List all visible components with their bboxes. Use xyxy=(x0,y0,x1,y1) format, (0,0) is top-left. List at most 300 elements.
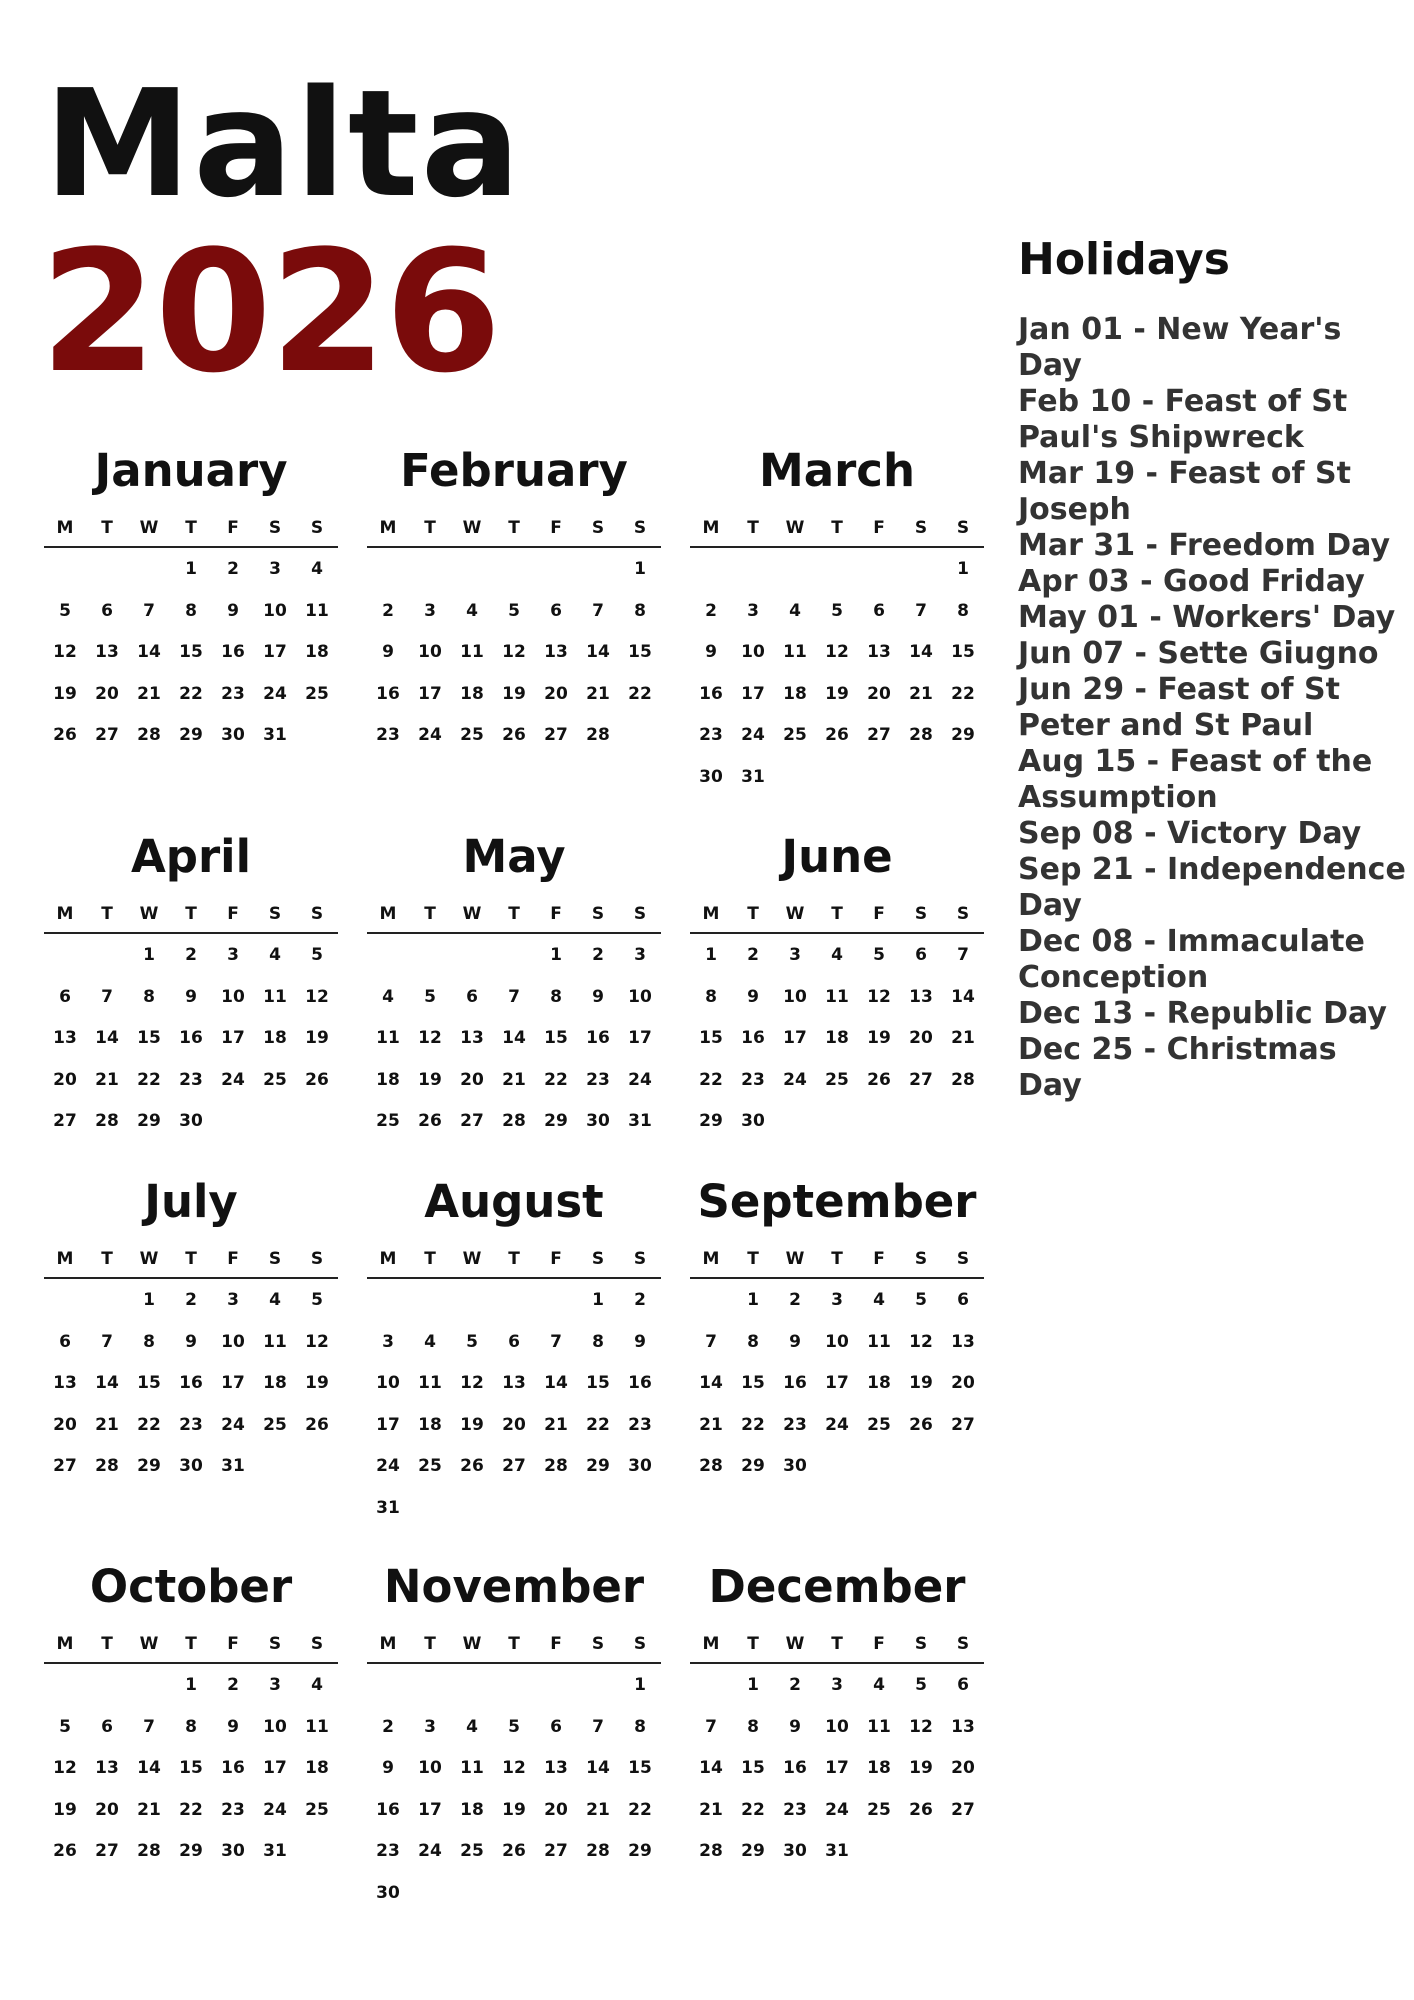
day-cell: 11 xyxy=(460,642,484,662)
day-cell: 7 xyxy=(101,1331,113,1352)
day-cell: 27 xyxy=(951,1799,975,1820)
weekday-header: S xyxy=(268,904,282,924)
days-grid xyxy=(367,934,661,1143)
weekday-header: S xyxy=(591,518,605,538)
holiday-item: Sep 08 - Victory Day xyxy=(1018,816,1362,852)
day-cell: 18 xyxy=(460,683,484,704)
day-cell: 28 xyxy=(502,1111,526,1131)
day-cell: 18 xyxy=(825,1028,849,1048)
empty-day-cell xyxy=(858,549,900,591)
day-cell: 23 xyxy=(783,1414,807,1435)
day-cell: 26 xyxy=(53,725,77,745)
weekday-header: S xyxy=(310,1249,324,1269)
day-cell: 14 xyxy=(699,1373,723,1393)
empty-day-cell xyxy=(367,935,409,977)
day-cell: 6 xyxy=(508,1331,520,1352)
day-cell: 2 xyxy=(227,1675,239,1695)
empty-day-cell xyxy=(409,1665,451,1707)
day-cell: 1 xyxy=(143,945,155,965)
day-cell: 5 xyxy=(424,986,436,1007)
day-cell: 10 xyxy=(628,986,652,1007)
day-cell: 16 xyxy=(741,1028,765,1048)
day-cell: 17 xyxy=(376,1414,400,1435)
day-cell: 2 xyxy=(185,1290,197,1310)
day-cell: 21 xyxy=(137,683,161,704)
empty-day-cell xyxy=(774,549,816,591)
day-cell: 9 xyxy=(382,1758,394,1778)
weekday-header: F xyxy=(227,518,239,538)
day-cell: 21 xyxy=(544,1414,568,1435)
weekday-header: T xyxy=(747,1249,759,1269)
empty-day-cell xyxy=(577,1665,619,1707)
day-cell: 18 xyxy=(263,1373,287,1393)
weekday-header: T xyxy=(508,1634,520,1654)
day-cell: 16 xyxy=(179,1028,203,1048)
weekday-header: T xyxy=(508,518,520,538)
weekday-header-row xyxy=(367,896,661,934)
day-cell: 26 xyxy=(305,1069,329,1090)
day-cell: 1 xyxy=(747,1290,759,1310)
day-cell: 15 xyxy=(137,1028,161,1048)
day-cell: 5 xyxy=(915,1675,927,1695)
day-cell: 5 xyxy=(59,1716,71,1737)
day-cell: 20 xyxy=(460,1069,484,1090)
day-cell: 7 xyxy=(915,600,927,621)
day-cell: 31 xyxy=(263,725,287,745)
weekday-header: F xyxy=(873,1249,885,1269)
weekday-header: W xyxy=(462,1249,482,1269)
day-cell: 26 xyxy=(909,1799,933,1820)
weekday-header-row xyxy=(367,510,661,548)
day-cell: 19 xyxy=(53,683,77,704)
day-cell: 8 xyxy=(550,986,562,1007)
holiday-list xyxy=(1018,312,1408,1104)
day-cell: 15 xyxy=(179,1758,203,1778)
month-january xyxy=(44,440,338,757)
month-name: July xyxy=(144,1175,238,1228)
weekday-header: T xyxy=(424,1634,436,1654)
day-cell: 7 xyxy=(705,1716,717,1737)
day-cell: 30 xyxy=(783,1456,807,1476)
day-cell: 28 xyxy=(951,1069,975,1090)
day-cell: 12 xyxy=(305,986,329,1007)
empty-day-cell xyxy=(535,549,577,591)
day-cell: 8 xyxy=(592,1331,604,1352)
empty-day-cell xyxy=(577,549,619,591)
day-cell: 22 xyxy=(741,1799,765,1820)
day-cell: 18 xyxy=(305,1758,329,1778)
day-cell: 11 xyxy=(867,1716,891,1737)
day-cell: 4 xyxy=(311,1675,323,1695)
holiday-item: Sep 21 - Independence Day xyxy=(1018,852,1406,924)
weekday-header: T xyxy=(101,1634,113,1654)
day-cell: 15 xyxy=(741,1758,765,1778)
month-name: March xyxy=(758,444,916,497)
day-cell: 17 xyxy=(783,1028,807,1048)
day-cell: 19 xyxy=(418,1069,442,1090)
day-cell: 1 xyxy=(185,559,197,579)
weekday-header: T xyxy=(747,518,759,538)
day-cell: 20 xyxy=(867,683,891,704)
weekday-header-row xyxy=(690,1626,984,1664)
day-cell: 4 xyxy=(311,559,323,579)
day-cell: 12 xyxy=(305,1331,329,1352)
day-cell: 26 xyxy=(305,1414,329,1435)
empty-day-cell xyxy=(535,1665,577,1707)
day-cell: 24 xyxy=(376,1456,400,1476)
empty-day-cell xyxy=(86,549,128,591)
day-cell: 19 xyxy=(867,1028,891,1048)
day-cell: 27 xyxy=(95,725,119,745)
weekday-header: S xyxy=(310,904,324,924)
day-cell: 3 xyxy=(424,1716,436,1737)
day-cell: 12 xyxy=(867,986,891,1007)
day-cell: 14 xyxy=(951,986,975,1007)
weekday-header: W xyxy=(785,1249,805,1269)
day-cell: 15 xyxy=(628,642,652,662)
weekday-header: T xyxy=(508,1249,520,1269)
day-cell: 26 xyxy=(460,1456,484,1476)
day-cell: 3 xyxy=(831,1675,843,1695)
day-cell: 10 xyxy=(741,642,765,662)
day-cell: 4 xyxy=(269,945,281,965)
day-cell: 16 xyxy=(376,1799,400,1820)
day-cell: 13 xyxy=(502,1373,526,1393)
day-cell: 20 xyxy=(502,1414,526,1435)
day-cell: 31 xyxy=(221,1456,245,1476)
day-cell: 28 xyxy=(95,1456,119,1476)
month-name: June xyxy=(781,830,893,883)
day-cell: 30 xyxy=(376,1882,400,1903)
day-cell: 3 xyxy=(382,1331,394,1352)
day-cell: 18 xyxy=(867,1758,891,1778)
weekday-header: T xyxy=(831,904,843,924)
day-cell: 27 xyxy=(909,1069,933,1090)
day-cell: 11 xyxy=(783,642,807,662)
day-cell: 22 xyxy=(699,1069,723,1090)
day-cell: 26 xyxy=(867,1069,891,1090)
weekday-header: M xyxy=(702,1249,720,1269)
day-cell: 5 xyxy=(831,600,843,621)
day-cell: 18 xyxy=(418,1414,442,1435)
day-cell: 19 xyxy=(502,1799,526,1820)
days-grid xyxy=(44,548,338,757)
day-cell: 14 xyxy=(137,642,161,662)
day-cell: 19 xyxy=(305,1028,329,1048)
day-cell: 31 xyxy=(628,1111,652,1131)
day-cell: 12 xyxy=(825,642,849,662)
day-cell: 30 xyxy=(221,1841,245,1861)
weekday-header: W xyxy=(462,904,482,924)
month-name: May xyxy=(462,830,566,883)
empty-day-cell xyxy=(732,549,774,591)
day-cell: 15 xyxy=(699,1028,723,1048)
day-cell: 5 xyxy=(508,600,520,621)
day-cell: 16 xyxy=(699,683,723,704)
day-cell: 7 xyxy=(705,1331,717,1352)
empty-day-cell xyxy=(44,1280,86,1322)
day-cell: 18 xyxy=(376,1069,400,1090)
day-cell: 1 xyxy=(705,945,717,965)
day-cell: 2 xyxy=(382,600,394,621)
day-cell: 29 xyxy=(699,1111,723,1131)
day-cell: 22 xyxy=(179,683,203,704)
day-cell: 24 xyxy=(825,1414,849,1435)
day-cell: 1 xyxy=(550,945,562,965)
day-cell: 23 xyxy=(628,1414,652,1435)
day-cell: 29 xyxy=(179,725,203,745)
day-cell: 19 xyxy=(909,1373,933,1393)
day-cell: 6 xyxy=(550,600,562,621)
day-cell: 31 xyxy=(263,1841,287,1861)
weekday-header: M xyxy=(379,1249,397,1269)
day-cell: 16 xyxy=(783,1373,807,1393)
day-cell: 10 xyxy=(783,986,807,1007)
day-cell: 28 xyxy=(699,1841,723,1861)
day-cell: 27 xyxy=(544,725,568,745)
month-name: October xyxy=(89,1560,293,1613)
day-cell: 28 xyxy=(95,1111,119,1131)
day-cell: 4 xyxy=(382,986,394,1007)
day-cell: 9 xyxy=(705,642,717,662)
day-cell: 13 xyxy=(53,1373,77,1393)
day-cell: 18 xyxy=(783,683,807,704)
weekday-header: S xyxy=(633,1249,647,1269)
holiday-item: May 01 - Workers' Day xyxy=(1018,600,1396,636)
day-cell: 10 xyxy=(376,1373,400,1393)
weekday-header: F xyxy=(227,1249,239,1269)
weekday-header: M xyxy=(379,518,397,538)
weekday-header: S xyxy=(914,518,928,538)
day-cell: 8 xyxy=(143,986,155,1007)
weekday-header: S xyxy=(914,1249,928,1269)
month-september xyxy=(690,1171,984,1488)
weekday-header: W xyxy=(785,518,805,538)
weekday-header: S xyxy=(310,1634,324,1654)
day-cell: 5 xyxy=(466,1331,478,1352)
day-cell: 24 xyxy=(221,1069,245,1090)
day-cell: 25 xyxy=(376,1111,400,1131)
days-grid xyxy=(44,1664,338,1873)
weekday-header: S xyxy=(591,1634,605,1654)
day-cell: 2 xyxy=(185,945,197,965)
day-cell: 25 xyxy=(460,1841,484,1861)
weekday-header: F xyxy=(550,1634,562,1654)
day-cell: 23 xyxy=(221,683,245,704)
day-cell: 17 xyxy=(741,683,765,704)
day-cell: 9 xyxy=(227,600,239,621)
day-cell: 31 xyxy=(741,766,765,787)
day-cell: 11 xyxy=(867,1331,891,1352)
day-cell: 24 xyxy=(783,1069,807,1090)
month-name: January xyxy=(94,444,288,497)
day-cell: 7 xyxy=(508,986,520,1007)
days-grid xyxy=(44,1279,338,1488)
holiday-item: Jun 07 - Sette Giugno xyxy=(1018,636,1379,672)
day-cell: 30 xyxy=(628,1456,652,1476)
day-cell: 4 xyxy=(831,945,843,965)
day-cell: 28 xyxy=(699,1456,723,1476)
day-cell: 5 xyxy=(915,1290,927,1310)
day-cell: 1 xyxy=(957,559,969,579)
holiday-item: Dec 13 - Republic Day xyxy=(1018,996,1387,1032)
day-cell: 8 xyxy=(634,600,646,621)
day-cell: 11 xyxy=(305,600,329,621)
empty-day-cell xyxy=(451,1280,493,1322)
month-name: December xyxy=(708,1560,966,1613)
day-cell: 29 xyxy=(137,1111,161,1131)
day-cell: 12 xyxy=(53,642,77,662)
day-cell: 19 xyxy=(53,1799,77,1820)
day-cell: 25 xyxy=(460,725,484,745)
day-cell: 14 xyxy=(502,1028,526,1048)
day-cell: 23 xyxy=(741,1069,765,1090)
weekday-header: W xyxy=(462,1634,482,1654)
day-cell: 9 xyxy=(185,986,197,1007)
day-cell: 14 xyxy=(909,642,933,662)
weekday-header: T xyxy=(424,518,436,538)
day-cell: 19 xyxy=(305,1373,329,1393)
day-cell: 22 xyxy=(586,1414,610,1435)
day-cell: 25 xyxy=(263,1069,287,1090)
day-cell: 8 xyxy=(747,1331,759,1352)
day-cell: 23 xyxy=(179,1069,203,1090)
weekday-header: M xyxy=(702,1634,720,1654)
empty-day-cell xyxy=(816,549,858,591)
day-cell: 13 xyxy=(95,1758,119,1778)
day-cell: 3 xyxy=(269,1675,281,1695)
month-name: August xyxy=(424,1175,604,1228)
weekday-header: F xyxy=(873,1634,885,1654)
day-cell: 1 xyxy=(592,1290,604,1310)
weekday-header: T xyxy=(747,1634,759,1654)
weekday-header: S xyxy=(633,518,647,538)
day-cell: 25 xyxy=(305,683,329,704)
day-cell: 4 xyxy=(466,1716,478,1737)
day-cell: 15 xyxy=(586,1373,610,1393)
day-cell: 27 xyxy=(502,1456,526,1476)
month-february xyxy=(367,440,661,757)
day-cell: 10 xyxy=(221,1331,245,1352)
month-name: November xyxy=(383,1560,645,1613)
day-cell: 1 xyxy=(185,1675,197,1695)
day-cell: 24 xyxy=(628,1069,652,1090)
day-cell: 17 xyxy=(263,642,287,662)
month-october xyxy=(44,1556,338,1873)
day-cell: 27 xyxy=(544,1841,568,1861)
day-cell: 25 xyxy=(783,725,807,745)
empty-day-cell xyxy=(409,549,451,591)
day-cell: 13 xyxy=(951,1716,975,1737)
empty-day-cell xyxy=(44,1665,86,1707)
day-cell: 3 xyxy=(831,1290,843,1310)
day-cell: 13 xyxy=(95,642,119,662)
holidays-heading: Holidays xyxy=(1018,234,1230,285)
day-cell: 4 xyxy=(269,1290,281,1310)
day-cell: 16 xyxy=(783,1758,807,1778)
day-cell: 20 xyxy=(53,1069,77,1090)
day-cell: 4 xyxy=(424,1331,436,1352)
day-cell: 2 xyxy=(789,1290,801,1310)
day-cell: 9 xyxy=(382,642,394,662)
day-cell: 8 xyxy=(634,1716,646,1737)
weekday-header: F xyxy=(550,518,562,538)
weekday-header: T xyxy=(424,1249,436,1269)
day-cell: 7 xyxy=(143,600,155,621)
day-cell: 29 xyxy=(137,1456,161,1476)
day-cell: 6 xyxy=(550,1716,562,1737)
weekday-header-row xyxy=(690,1241,984,1279)
day-cell: 26 xyxy=(909,1414,933,1435)
days-grid xyxy=(690,934,984,1143)
day-cell: 17 xyxy=(263,1758,287,1778)
day-cell: 22 xyxy=(137,1414,161,1435)
day-cell: 11 xyxy=(418,1373,442,1393)
day-cell: 11 xyxy=(263,986,287,1007)
day-cell: 14 xyxy=(137,1758,161,1778)
empty-day-cell xyxy=(86,1280,128,1322)
weekday-header: T xyxy=(831,1634,843,1654)
day-cell: 1 xyxy=(747,1675,759,1695)
weekday-header-row xyxy=(44,1241,338,1279)
weekday-header: M xyxy=(56,1634,74,1654)
day-cell: 13 xyxy=(53,1028,77,1048)
day-cell: 21 xyxy=(699,1799,723,1820)
day-cell: 21 xyxy=(137,1799,161,1820)
day-cell: 27 xyxy=(95,1841,119,1861)
empty-day-cell xyxy=(128,1665,170,1707)
holiday-item: Aug 15 - Feast of the Assumption xyxy=(1018,744,1373,816)
day-cell: 6 xyxy=(957,1675,969,1695)
empty-day-cell xyxy=(409,935,451,977)
day-cell: 27 xyxy=(53,1456,77,1476)
weekday-header: M xyxy=(56,1249,74,1269)
month-november xyxy=(367,1556,661,1914)
day-cell: 16 xyxy=(221,642,245,662)
day-cell: 12 xyxy=(53,1758,77,1778)
weekday-header: T xyxy=(101,904,113,924)
day-cell: 12 xyxy=(502,1758,526,1778)
weekday-header: T xyxy=(185,1634,197,1654)
day-cell: 19 xyxy=(825,683,849,704)
weekday-header: S xyxy=(591,1249,605,1269)
day-cell: 6 xyxy=(101,600,113,621)
weekday-header-row xyxy=(44,1626,338,1664)
weekday-header-row xyxy=(367,1241,661,1279)
day-cell: 26 xyxy=(418,1111,442,1131)
holiday-item: Mar 31 - Freedom Day xyxy=(1018,528,1391,564)
day-cell: 10 xyxy=(825,1716,849,1737)
day-cell: 18 xyxy=(263,1028,287,1048)
weekday-header-row xyxy=(690,896,984,934)
day-cell: 19 xyxy=(502,683,526,704)
weekday-header: W xyxy=(139,904,159,924)
day-cell: 30 xyxy=(783,1841,807,1861)
weekday-header: T xyxy=(424,904,436,924)
day-cell: 7 xyxy=(957,945,969,965)
month-march xyxy=(690,440,984,798)
day-cell: 2 xyxy=(382,1716,394,1737)
day-cell: 1 xyxy=(634,559,646,579)
day-cell: 7 xyxy=(143,1716,155,1737)
day-cell: 9 xyxy=(185,1331,197,1352)
day-cell: 3 xyxy=(747,600,759,621)
day-cell: 22 xyxy=(628,683,652,704)
day-cell: 20 xyxy=(909,1028,933,1048)
day-cell: 9 xyxy=(789,1716,801,1737)
month-may xyxy=(367,826,661,1143)
day-cell: 12 xyxy=(909,1331,933,1352)
